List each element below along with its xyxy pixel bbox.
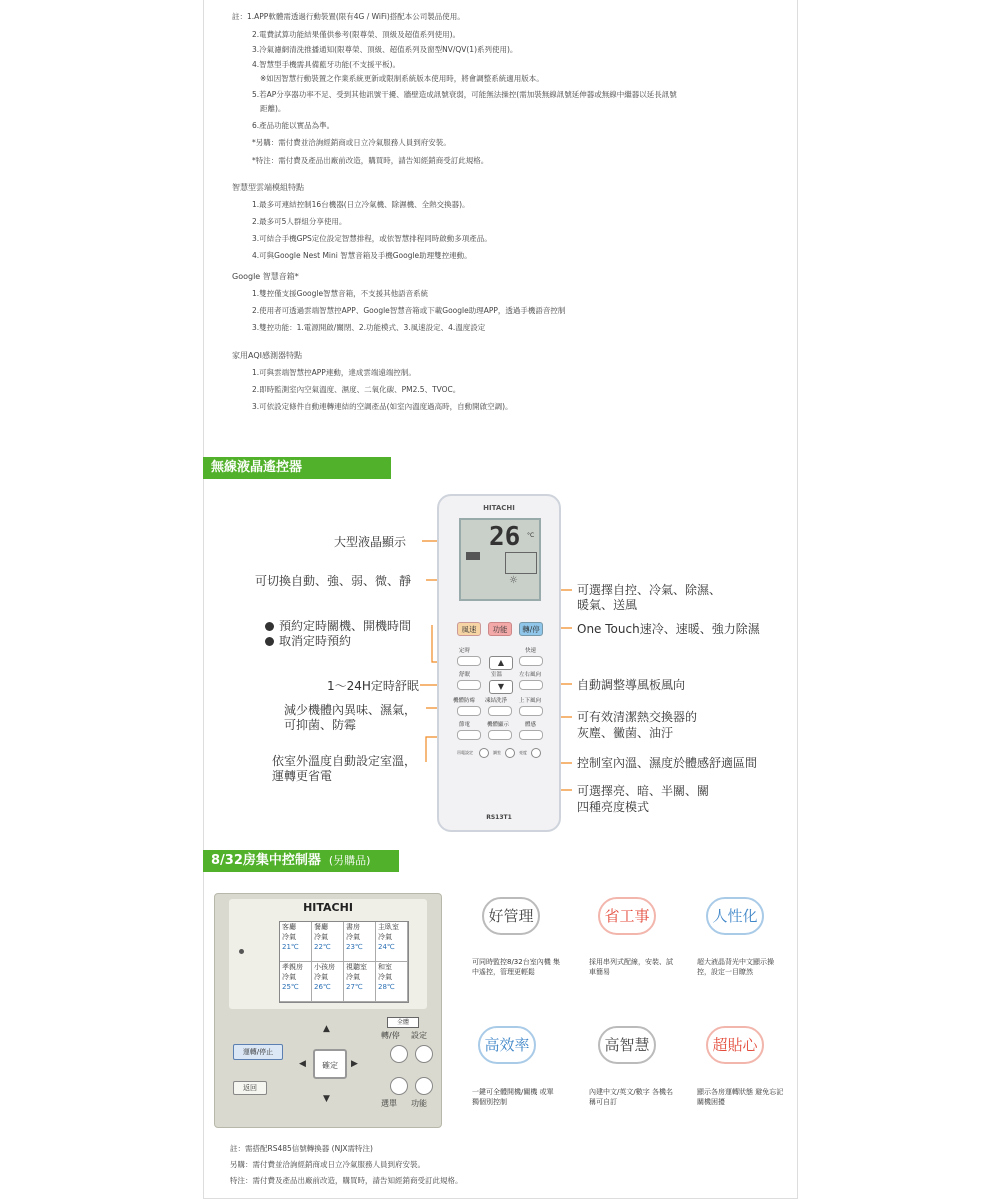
note-line: *特注：需付費及產品出廠前改造，購買時，請告知經銷商受訂此規格。	[252, 156, 489, 165]
bullet-icon	[265, 622, 274, 631]
note-line: 註：1.APP軟體需透過行動裝置(限有4G / WiFi)搭配本公司製品使用。	[232, 12, 465, 21]
power-button[interactable]: 轉/停	[519, 622, 543, 636]
feature-desc: 內建中文/英文/數字 各機名稱可自訂	[589, 1088, 673, 1106]
note-line: 4.智慧型手機需具備藍牙功能(不支援平板)。	[252, 60, 401, 69]
room-mode: 冷氣	[314, 973, 328, 981]
up-arrow-icon[interactable]: ▲	[489, 656, 513, 670]
label-timer-1-text: 預約定時關機、開機時間	[279, 619, 412, 633]
back-button[interactable]: 返回	[233, 1081, 267, 1095]
feature-icon: 人性化	[706, 897, 764, 935]
small-3-button[interactable]	[531, 748, 541, 758]
room-mode: 冷氣	[378, 973, 392, 981]
fan-speed-button[interactable]: 風速	[457, 622, 481, 636]
label-sleep: 1～24H定時舒眠	[327, 679, 419, 693]
room-temp-label: 室溫	[491, 672, 503, 678]
room-temp: 25℃	[282, 983, 299, 991]
room-cell[interactable]	[376, 922, 408, 962]
room-cell[interactable]	[376, 962, 408, 1002]
lcd-temperature: 26	[489, 522, 521, 552]
left-arrow-icon[interactable]: ◀	[299, 1059, 306, 1069]
room-temp: 26℃	[314, 983, 331, 991]
feature-icon: 好管理	[482, 897, 540, 935]
display-button[interactable]	[488, 730, 512, 740]
remote-brand: HITACHI	[483, 504, 515, 512]
room-name: 餐廳	[314, 923, 328, 931]
room-grid	[279, 921, 409, 1003]
label-clean-1: 可有效清潔熱交換器的	[577, 710, 698, 724]
label-mode-1: 可選擇自控、冷氣、除濕、	[577, 583, 722, 597]
menu-button[interactable]	[390, 1077, 408, 1095]
room-cell[interactable]	[312, 922, 344, 962]
function-button[interactable]	[415, 1077, 433, 1095]
room-temp: 27℃	[346, 983, 363, 991]
room-temp: 28℃	[378, 983, 395, 991]
room-temp: 22℃	[314, 943, 331, 951]
label-brightness-2: 四種亮度模式	[577, 800, 650, 814]
feature-icon: 高智慧	[598, 1026, 656, 1064]
label-mold-2: 可抑菌、防霉	[284, 718, 357, 732]
onoff-label: 轉/停	[381, 1031, 400, 1040]
dpad	[299, 1024, 361, 1106]
room-temp: 23℃	[346, 943, 363, 951]
google-item: 1.雙控僅支援Google智慧音箱，不支援其他語音系統	[252, 289, 429, 298]
right-arrow-icon[interactable]: ▶	[351, 1059, 358, 1069]
label-clean-2: 灰塵、黴菌、油汙	[577, 726, 674, 740]
feature-desc: 顯示各房運轉狀態 避免忘記關機困擾	[697, 1088, 784, 1106]
room-name: 視聽室	[346, 963, 367, 971]
cloud-item: 3.可結合手機GPS定位設定智慧排程，或依智慧排程同時啟動多項產品。	[252, 234, 492, 243]
ud-direction-label: 上下風向	[519, 698, 542, 704]
room-temp: 21℃	[282, 943, 299, 951]
feel-label: 體感	[525, 722, 537, 728]
room-name: 客廳	[282, 923, 296, 931]
note-line: 2.電費試算功能結果僅供參考(限尊榮、頂級及超值系列使用)。	[252, 30, 461, 39]
down-arrow-icon[interactable]: ▼	[489, 680, 513, 694]
lcd-mode-box	[505, 552, 537, 574]
lr-direction-button[interactable]	[519, 680, 543, 690]
aqi-title: 家用AQI感測器特點	[232, 351, 302, 360]
note-bottom: 註：需搭配RS485信號轉換器 (NJX需特注)	[230, 1144, 373, 1153]
menu-label: 選單	[381, 1099, 397, 1108]
label-timer-2-text: 取消定時預約	[279, 634, 352, 648]
quick-label: 快速	[525, 648, 537, 654]
small-3-label: 亮度	[519, 750, 527, 755]
note-line: 6.產品功能以實品為準。	[252, 121, 335, 130]
room-name: 孝親房	[282, 963, 303, 971]
remote-control	[437, 494, 561, 832]
onoff-button[interactable]	[390, 1045, 408, 1063]
lr-direction-label: 左右風向	[519, 672, 542, 678]
antimold-label: 機體防霉	[453, 698, 476, 704]
room-name: 和室	[378, 963, 392, 971]
function-button[interactable]: 功能	[488, 622, 512, 636]
small-1-label: 吊電設定	[457, 750, 473, 755]
room-cell[interactable]	[344, 962, 376, 1002]
room-cell[interactable]	[312, 962, 344, 1002]
cloud-module-title: 智慧型雲端模組特點	[232, 183, 304, 192]
feature-icon: 省工事	[598, 897, 656, 935]
label-onetouch: One Touch速冷、速暖、強力除濕	[577, 622, 760, 636]
label-eco-1: 依室外溫度自動設定室溫，	[272, 754, 417, 768]
timer-button[interactable]	[457, 656, 481, 666]
small-1-button[interactable]	[479, 748, 489, 758]
small-2-button[interactable]	[505, 748, 515, 758]
room-cell[interactable]	[280, 922, 312, 962]
central-controller	[214, 893, 442, 1128]
room-cell[interactable]	[344, 922, 376, 962]
note-line: 5.若AP分享器功率不足、受到其他訊號干擾、牆壁造成訊號衰弱，可能無法操控(需加裝無線訊號延伸器或無線中繼器以延長訊號	[252, 90, 677, 99]
room-mode: 冷氣	[314, 933, 328, 941]
set-button[interactable]	[415, 1045, 433, 1063]
aqi-item: 3.可依設定條件自動連轉連結的空調產品(如室內溫度過高時，自動開啟空調)。	[252, 402, 513, 411]
feature-desc: 一鍵可全體開機/關機 或單獨個別控制	[472, 1088, 554, 1106]
display-label: 機體顯示	[487, 722, 510, 728]
label-eco-2: 運轉更省電	[272, 769, 333, 783]
sleep-label: 舒眠	[459, 672, 471, 678]
room-name: 書房	[346, 923, 360, 931]
central-banner-title: 8/32房集中控制器	[211, 853, 321, 868]
room-mode: 冷氣	[378, 933, 392, 941]
ud-direction-button[interactable]	[519, 706, 543, 716]
up-arrow-icon[interactable]: ▲	[323, 1024, 330, 1034]
controller-screen-panel	[229, 899, 427, 1009]
eco-label: 節電	[459, 722, 471, 728]
room-mode: 冷氣	[282, 933, 296, 941]
set-label: 設定	[411, 1031, 427, 1040]
google-item: 2.使用者可透過雲端智慧控APP、Google智慧音箱或下載Google助理APP，透過手機語音控制	[252, 306, 566, 315]
label-fanspeed: 可切換自動、強、弱、微、靜	[255, 574, 412, 588]
cloud-item: 2.最多可5人群組分享使用。	[252, 217, 347, 226]
freeze-clean-label: 凍結洗淨	[485, 698, 508, 704]
small-2-label: 調室	[493, 750, 501, 755]
aqi-item: 1.可與雲端智慧控APP連動，達成雲端遠端控制。	[252, 368, 416, 377]
bullet-icon	[265, 637, 274, 646]
lcd-mode-icon	[466, 552, 480, 560]
label-brightness-1: 可選擇亮、暗、半關、關	[577, 784, 710, 798]
lcd-unit: °C	[527, 532, 535, 539]
label-lcd: 大型液晶顯示	[334, 535, 407, 549]
note-bottom: 特注：需付費及產品出廠前改造，購買時，請告知經銷商受訂此規格。	[230, 1176, 463, 1185]
room-name: 小孩房	[314, 963, 335, 971]
label-mode-2: 暖氣、送風	[577, 598, 638, 612]
google-item: 3.雙控功能：1.電源開啟/關閉、2.功能模式、3.風速設定、4.溫度設定	[252, 323, 486, 332]
room-mode: 冷氣	[282, 973, 296, 981]
remote-lcd	[459, 518, 541, 601]
cloud-item: 1.最多可連結控制16台機器(日立冷氣機、除濕機、全熱交換器)。	[252, 200, 470, 209]
feature-desc: 可同時監控8/32台室內機 集中遙控，管理更輕鬆	[472, 958, 560, 976]
quick-button[interactable]	[519, 656, 543, 666]
central-section-banner	[203, 850, 399, 872]
feel-button[interactable]	[519, 730, 543, 740]
note-line: ※如因智慧行動裝置之作業系統更新或限制系統版本使用時，將會調整系統適用版本。	[260, 74, 544, 83]
controller-brand: HITACHI	[303, 901, 353, 914]
remote-section-banner: 無線液晶遙控器	[203, 457, 391, 479]
aqi-item: 2.即時監測室內空氣溫度、濕度、二氧化碳、PM2.5、TVOC。	[252, 385, 461, 394]
down-arrow-icon[interactable]: ▼	[323, 1094, 330, 1104]
room-temp: 24℃	[378, 943, 395, 951]
timer-label: 定時	[459, 648, 471, 654]
feature-desc: 超大液晶背光中文顯示操控，設定一目瞭然	[697, 958, 774, 976]
function-label: 功能	[411, 1099, 427, 1108]
all-button[interactable]: 全體	[387, 1017, 419, 1028]
room-mode: 冷氣	[346, 933, 360, 941]
indicator-icon	[239, 949, 244, 954]
central-banner-sub: (另購品)	[328, 854, 371, 867]
eco-button[interactable]	[457, 730, 481, 740]
note-line: 距離)。	[260, 104, 286, 113]
note-line: 3.冷氣濾網清洗推播通知(限尊榮、頂級、超值系列及窗型NV/QV(1)系列使用)。	[252, 45, 518, 54]
sun-icon: ☼	[509, 575, 518, 586]
label-mold-1: 減少機體內異味、濕氣，	[284, 703, 417, 717]
sleep-button[interactable]	[457, 680, 481, 690]
room-name: 主臥室	[378, 923, 399, 931]
antimold-button[interactable]	[457, 706, 481, 716]
feature-icon: 超貼心	[706, 1026, 764, 1064]
feature-desc: 採用串列式配線，安裝、試車簡易	[589, 958, 673, 976]
room-mode: 冷氣	[346, 973, 360, 981]
google-speaker-title: Google 智慧音箱*	[232, 272, 299, 281]
freeze-clean-button[interactable]	[488, 706, 512, 716]
label-timer-2	[265, 633, 351, 649]
room-cell[interactable]	[280, 962, 312, 1002]
run-stop-button[interactable]: 運轉/停止	[233, 1044, 283, 1060]
confirm-button[interactable]: 確定	[313, 1049, 347, 1079]
label-timer-1	[265, 618, 411, 634]
note-line: *另購：需付費並洽詢經銷商或日立冷氣服務人員到府安裝。	[252, 138, 451, 147]
feature-icon: 高效率	[478, 1026, 536, 1064]
note-bottom: 另購：需付費並洽詢經銷商或日立冷氣服務人員到府安裝。	[230, 1160, 425, 1169]
label-feel: 控制室內溫、濕度於體感舒適區間	[577, 756, 758, 770]
label-louver: 自動調整導風板風向	[577, 678, 686, 692]
cloud-item: 4.可與Google Nest Mini 智慧音箱及手機Google助理雙控連動。	[252, 251, 472, 260]
remote-model: RS13T1	[486, 814, 512, 821]
